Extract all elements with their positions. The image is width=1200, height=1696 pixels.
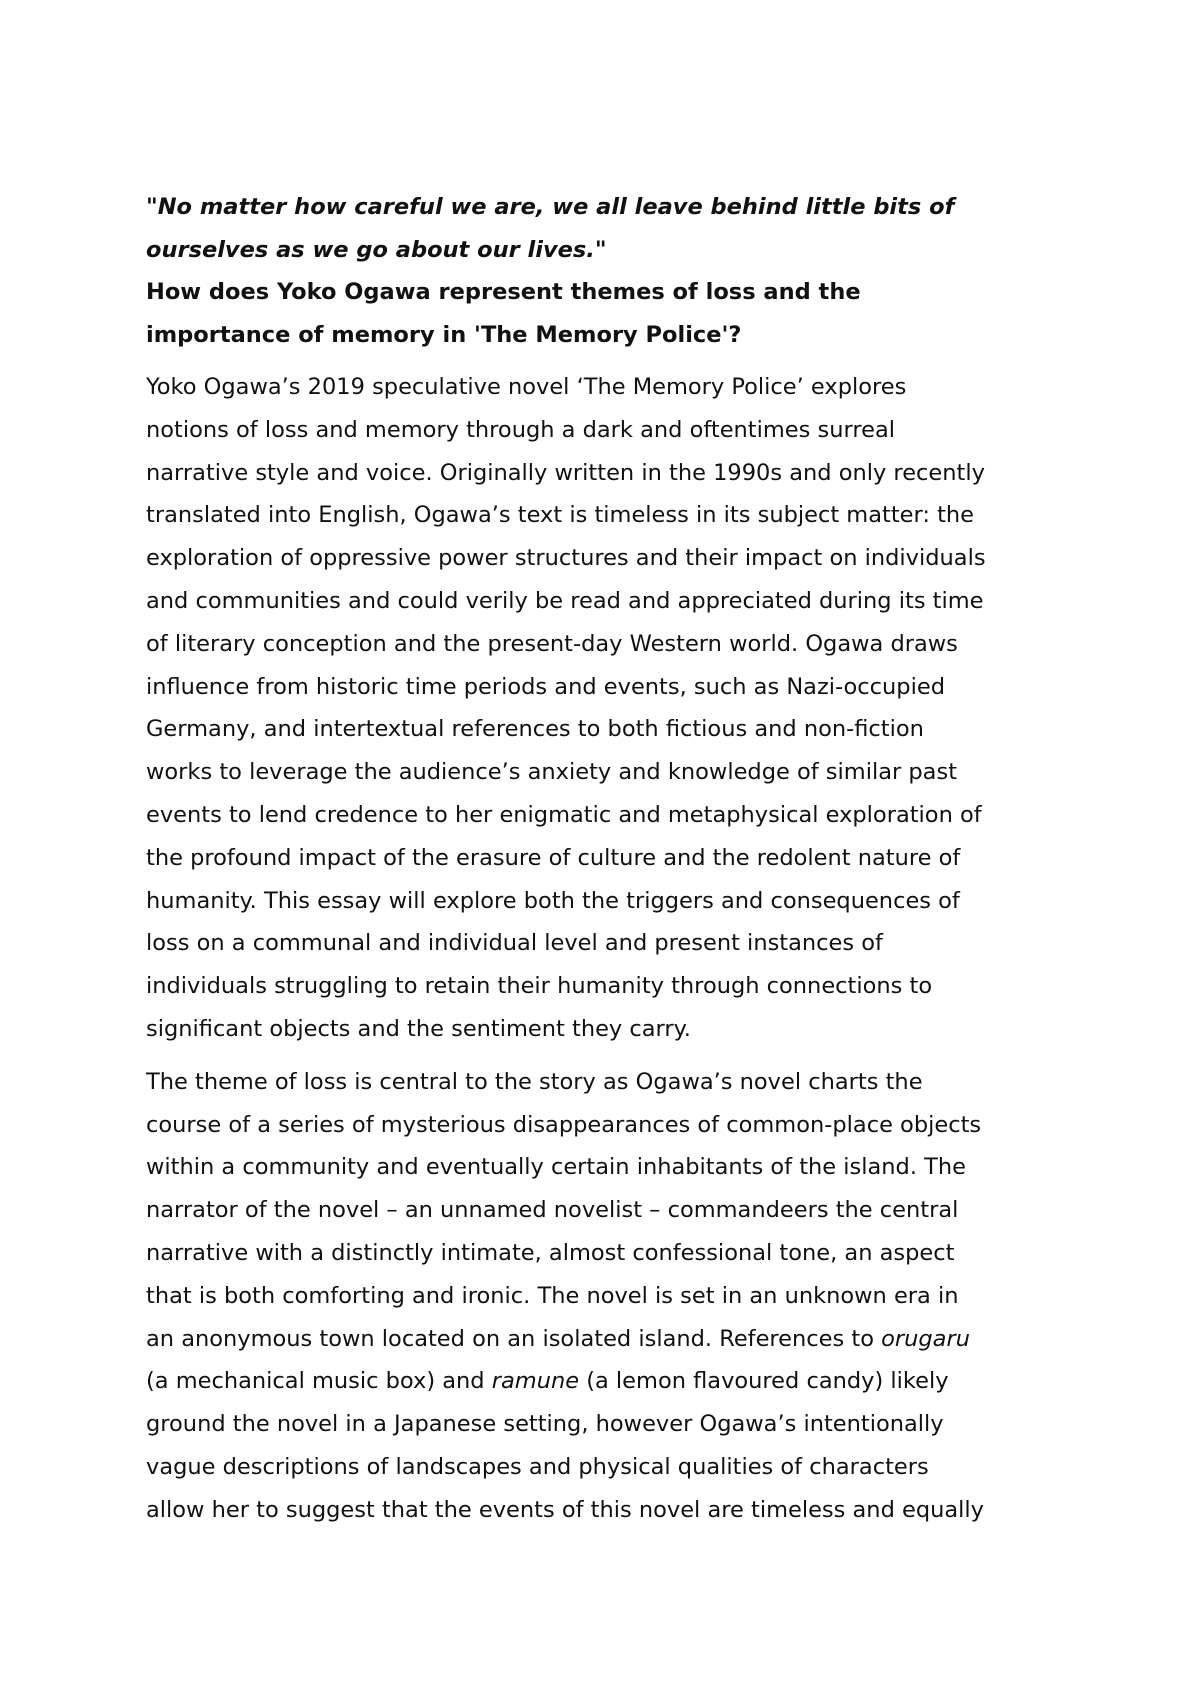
paragraph-line: translated into English, Ogawa’s text is timeless in its subject matter: the [146,502,975,529]
question-line: How does Yoko Ogawa represent themes of loss and the [146,279,861,305]
quote-line: "No matter how careful we are, we all leave behind little bits of [146,194,955,220]
paragraph-line [146,1318,1076,1361]
paragraph-line: loss on a communal and individual level and present instances of [146,930,883,957]
paragraph-line: of literary conception and the present-day Western world. Ogawa draws [146,630,958,657]
paragraph-line: allow her to suggest that the events of this novel are timeless and equally [146,1496,984,1523]
italic-term-ramune: ramune [491,1368,580,1395]
paragraph-line: vague descriptions of landscapes and physical qualities of characters [146,1453,929,1480]
paragraph-line: that is both comforting and ironic. The novel is set in an unknown era in [146,1282,959,1309]
document-page [146,186,1076,1532]
quote-line: ourselves as we go about our lives." [146,236,607,263]
line-text: (a lemon flavoured candy) likely [579,1368,949,1395]
paragraph-line: and communities and could verily be read and appreciated during its time [146,587,984,614]
paragraph-line: significant objects and the sentiment they carry. [146,1015,691,1042]
paragraph-line: influence from historic time periods and events, such as Nazi-occupied [146,673,945,700]
paragraph-line: events to lend credence to her enigmatic and metaphysical exploration of [146,801,982,828]
line-text: an anonymous town located on an isolated island. References to [146,1325,882,1352]
line-text: (a mechanical music box) and [146,1368,492,1395]
question-line: importance of memory in 'The Memory Police'? [146,321,742,348]
paragraph-line: course of a series of mysterious disappearances of common-place objects [146,1111,982,1138]
paragraph-line [146,1360,1076,1403]
paragraph-theme-of-loss [146,1061,1076,1532]
epigraph-quote [146,186,1076,271]
paragraph-line: Yoko Ogawa’s 2019 speculative novel ‘The Memory Police’ explores [146,374,907,400]
paragraph-line: notions of loss and memory through a dark and oftentimes surreal [146,416,895,443]
essay-question [146,271,1076,356]
paragraph-line: works to leverage the audience’s anxiety and knowledge of similar past [146,759,958,786]
paragraph-line: individuals struggling to retain their humanity through connections to [146,973,933,1000]
paragraph-line: within a community and eventually certain inhabitants of the island. The [146,1154,966,1181]
paragraph-line: The theme of loss is central to the story as Ogawa’s novel charts the [146,1068,923,1095]
italic-term-orugaru: orugaru [881,1325,970,1352]
paragraph-line: the profound impact of the erasure of culture and the redolent nature of [146,844,961,871]
paragraph-line: narrator of the novel – an unnamed novelist – commandeers the central [146,1197,959,1224]
paragraph-line: narrative style and voice. Originally written in the 1990s and only recently [146,459,985,486]
paragraph-line: Germany, and intertextual references to both fictious and non-fiction [146,716,924,743]
paragraph-line: humanity. This essay will explore both the triggers and consequences of [146,887,960,914]
paragraph-line: exploration of oppressive power structures and their impact on individuals [146,545,986,572]
paragraph-introduction [146,366,1076,1051]
paragraph-line: narrative with a distinctly intimate, almost confessional tone, an aspect [146,1239,955,1266]
paragraph-line: ground the novel in a Japanese setting, however Ogawa’s intentionally [146,1411,944,1438]
